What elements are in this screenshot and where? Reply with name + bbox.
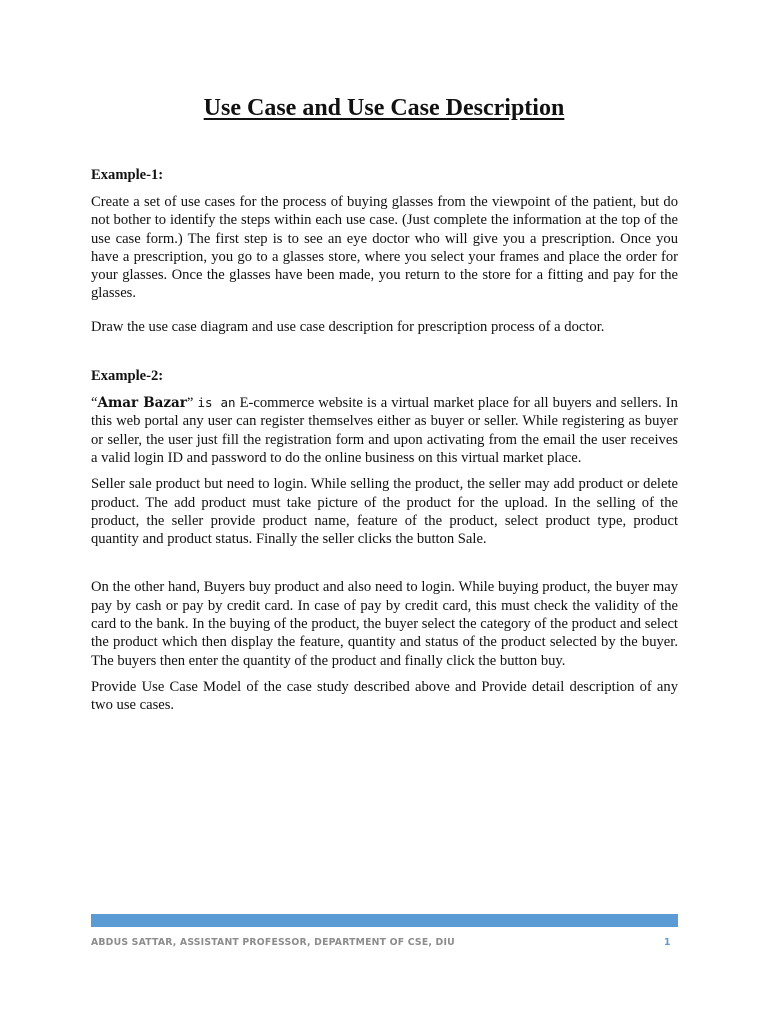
footer-author: ABDUS SATTAR, ASSISTANT PROFESSOR, DEPARTMENT OF CSE, DIU bbox=[91, 937, 455, 948]
page-number: 1 bbox=[664, 937, 671, 948]
example-1-instruction: Draw the use case diagram and use case description for prescription process of a doctor. bbox=[91, 318, 605, 335]
document-body bbox=[91, 165, 678, 715]
brand-name: Amar Bazar bbox=[97, 395, 187, 412]
example-2-intro-paragraph bbox=[91, 394, 678, 467]
example-1-heading: Example-1: bbox=[91, 167, 164, 183]
intro-rest: E-commerce website is a virtual market place for all buyers and sellers. In this web portal any user can register themselves either as buyer or seller. While registering as buyer or seller, the user just fill the registration form and upon activating from the email the user receives a valid login ID and password to do the online business on this virtual market place. bbox=[91, 395, 678, 466]
close-quote: ” bbox=[186, 395, 198, 412]
buyer-paragraph: On the other hand, Buyers buy product and also need to login. While buying product, the buyer may pay by cash or pay by credit card. In case of pay by credit card, this must check the validity of the card to the bank. In the buying of the product, the buyer select the category of the product and select the product which then display the feature, quantity and status of the product selected by the buyer. The buyers then enter the quantity of the product and finally click the button buy. bbox=[91, 579, 678, 669]
page-title: Use Case and Use Case Description bbox=[203, 95, 565, 121]
is-an-text: is an bbox=[197, 395, 236, 411]
example-2-heading: Example-2: bbox=[91, 368, 164, 385]
open-quote: “ bbox=[91, 395, 98, 412]
seller-paragraph: Seller sale product but need to login. While selling the product, the seller may add product or delete product. The add product must take picture of the product for the upload. In the selling of the product, the seller provide product name, feature of the product, select product type, product quantity and product status. Finally the seller clicks the button Sale. bbox=[91, 476, 678, 548]
footer-bar bbox=[91, 914, 678, 927]
example-1-paragraph: Create a set of use cases for the process of buying glasses from the viewpoint of the patient, but do not bother to identify the steps within each use case. (Just complete the information at the top of the use case form.) The first step is to see an eye doctor who will give you a prescription. Once you have a prescription, you go to a glasses store, where you select your frames and place the order for your glasses. Once the glasses have been made, you return to the store for a fitting and pay for the glasses. bbox=[91, 194, 678, 302]
task-paragraph: Provide Use Case Model of the case study described above and Provide detail description of any two use cases. bbox=[91, 678, 678, 714]
